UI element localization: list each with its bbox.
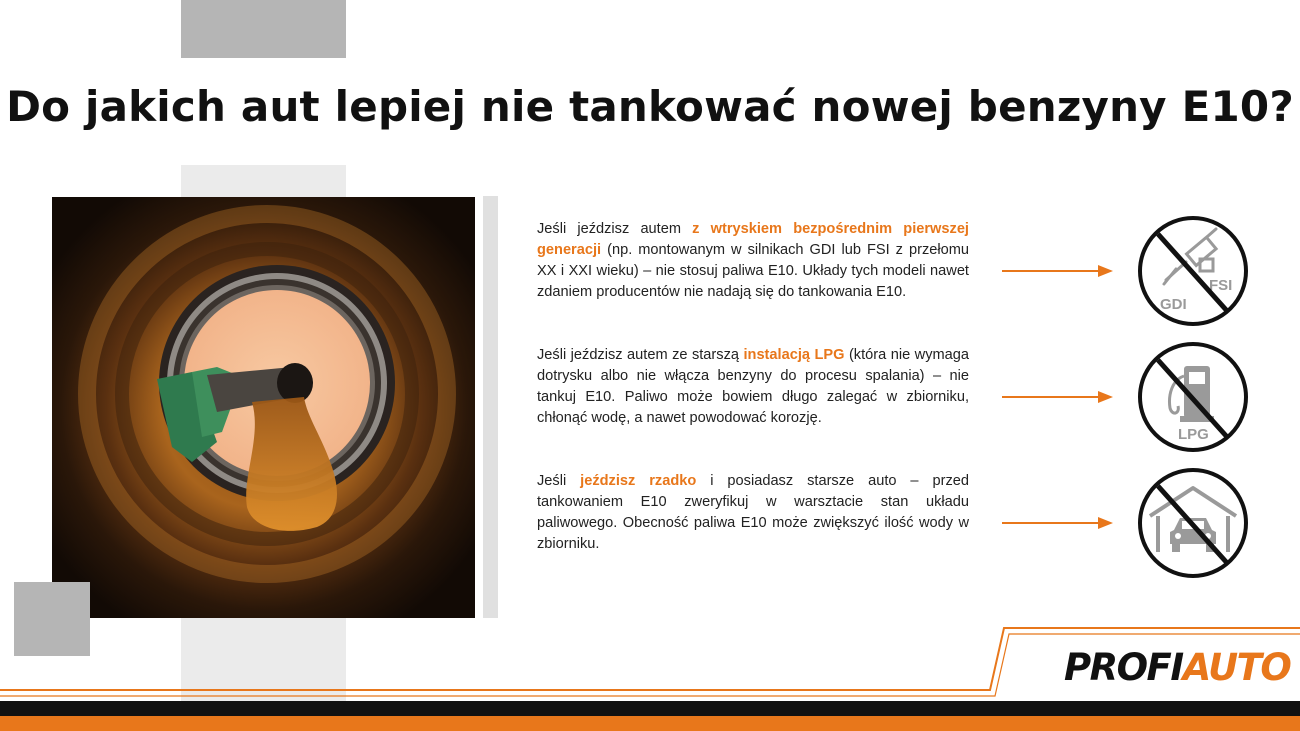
highlight-direct-injection: z wtryskiem bezpośrednim pierwszej generacji [537,221,969,258]
footer-black-bar [0,701,1300,716]
paragraph-rare-driving: Jeśli jeździsz rzadko i posiadasz starsze auto – przed tankowaniem E10 zweryfikuj w warsztacie stan układu paliwowego. Obecność paliwa E10 może zwiększyć ilość wody w zbiorniku. [537,473,970,552]
arrow-right-icon [1002,264,1114,278]
fuel-nozzle-photo [52,197,475,618]
highlight-lpg: instalacją LPG [743,347,845,363]
paragraph-direct-injection: Jeśli jeździsz autem z wtryskiem bezpośrednim pierwszej generacji (np. montowanym w silnikach GDI lub FSI z przełomu XX i XXI wieku) – nie stosuj paliwa E10. Układy tych modeli nawet zdaniem producentów nie nadają się do tankowania E10. [537,221,969,300]
no-gdi-fsi-injector-icon [1136,214,1250,328]
icon-label-gdi: GDI [1160,296,1187,313]
icon-label-lpg: LPG [1178,426,1209,443]
decor-gray-bar [483,196,498,618]
no-lpg-pump-icon [1136,340,1250,454]
footer-orange-bar [0,716,1300,731]
highlight-rare-driving: jeździsz rzadko [580,473,697,489]
decor-gray-block-top [181,0,346,58]
arrow-right-icon [1002,390,1114,404]
no-garage-car-icon [1136,466,1250,580]
paragraph-lpg: Jeśli jeździsz autem ze starszą instalacją LPG (która nie wymaga dotrysku albo nie włącza benzyny do procesu spalania) – nie tankuj E10. Paliwo może bowiem długo zalegać w zbiorniku, chłonąć wodę, a nawet powodować korozję. [537,347,969,426]
page-title: Do jakich aut lepiej nie tankować nowej benzyny E10? [6,82,1294,131]
icon-label-fsi: FSI [1209,277,1233,294]
arrow-right-icon [1002,516,1114,530]
profiauto-logo: PROFIAUTO [1064,646,1291,689]
